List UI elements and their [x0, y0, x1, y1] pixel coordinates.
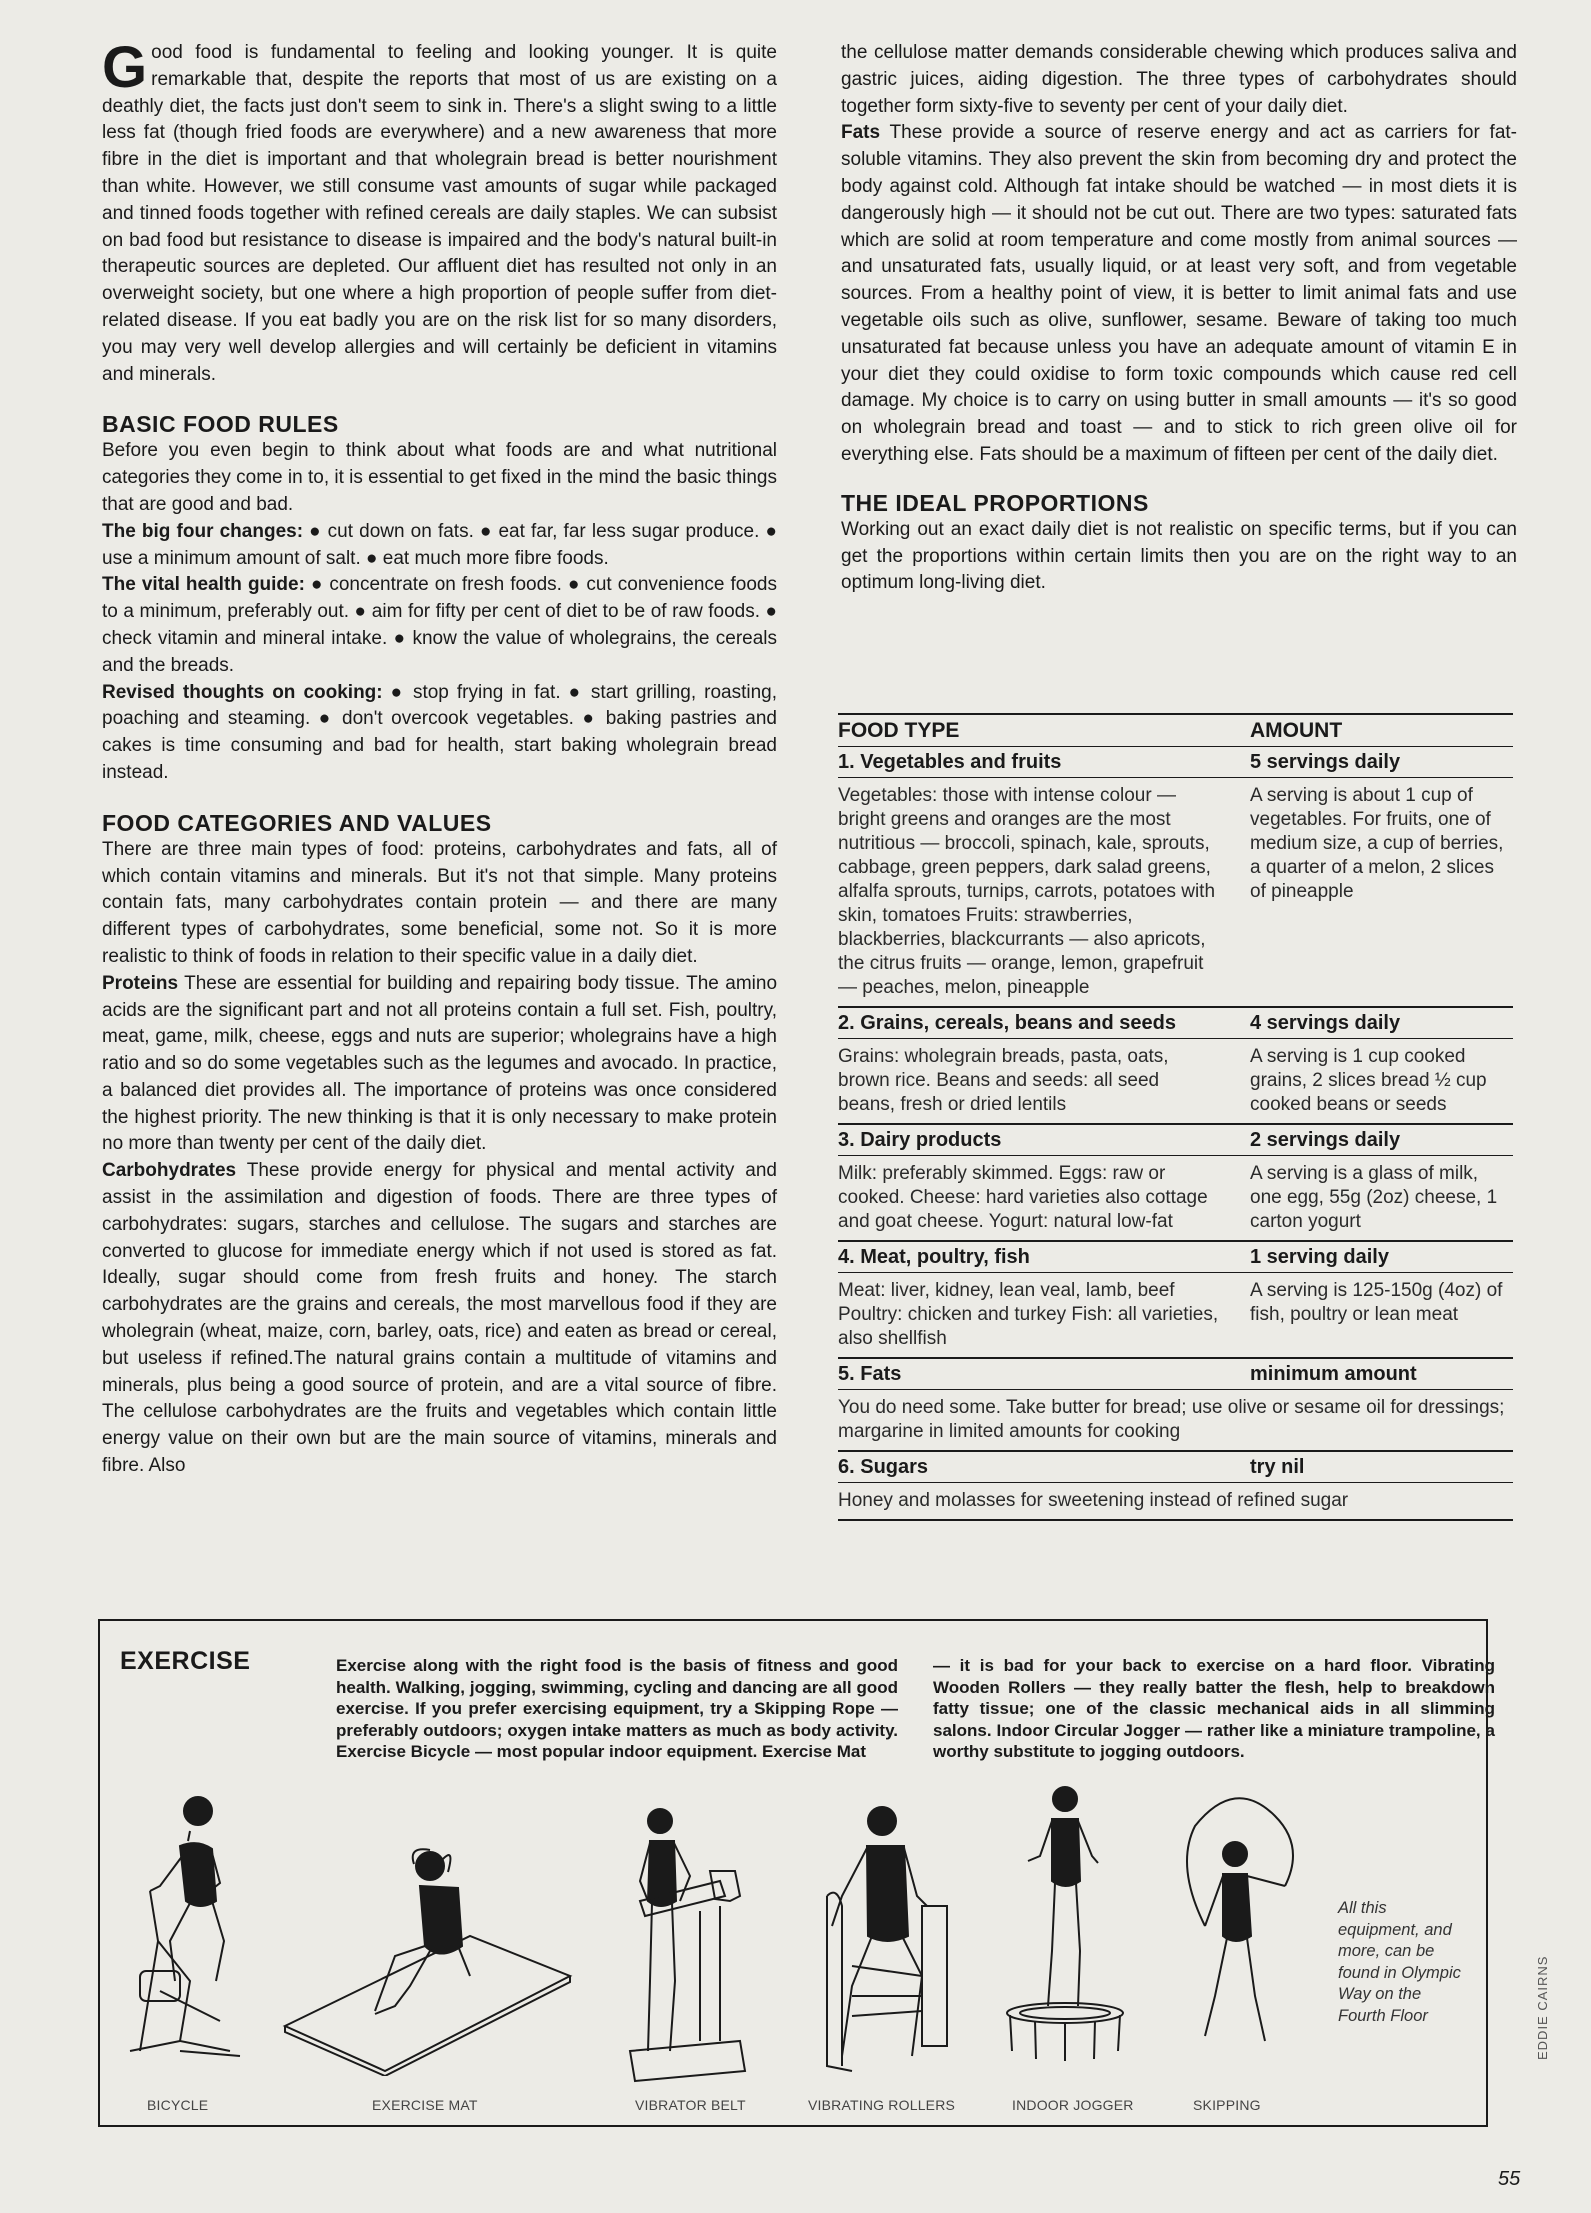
drop-cap: G: [102, 35, 148, 100]
caption-bicycle: BICYCLE: [147, 2097, 209, 2113]
table-row-category: 1. Vegetables and fruits 5 servings daily: [838, 747, 1513, 778]
exercise-box: [98, 1619, 1495, 2127]
table-row-detail: You do need some. Take butter for bread; use olive or sesame oil for dressings; margarine in limited amounts for cooking: [838, 1390, 1513, 1452]
indoor-jogger-illustration: [1000, 1781, 1130, 2081]
exercise-text-2: — it is bad for your back to exercise on a hard floor. Vibrating Wooden Rollers — they really batter the flesh, help to breakdown fatty tissue; one of the classic mechanical aids in all slimming salons. Indoor Circular Jogger — rather like a miniature trampoline, a worthy substitute to jogging outdoors.: [933, 1656, 1495, 1761]
table-header: [838, 715, 1513, 747]
table-row-category: 5. Fats minimum amount: [838, 1359, 1513, 1390]
vibrator-belt-illustration: [620, 1801, 760, 2091]
carbohydrates-continued: the cellulose matter demands considerable chewing which produces saliva and gastric juices, aiding digestion. The three types of carbohydrates should together form sixty-five to seventy per cent of your daily diet.: [841, 42, 1517, 117]
exercise-note: All this equipment, and more, can be found in Olympic Way on the Fourth Floor: [1338, 1899, 1461, 2025]
fats-paragraph: Fats These provide a source of reserve energy and act as carriers for fat-soluble vitamins. They also prevent the skin from becoming dry and protect the body against cold. Although fat intake should be watched — in most diets it is dangerously high — it should not be cut out. There are two types: saturated fats which are solid at room temperature and come mostly from animal sources — and unsaturated fats, usually liquid, or at least very soft, and from vegetable sources. From a healthy point of view, it is better to limit animal fats and use vegetable oils such as olive, sunflower, sesame. Beware of taking too much unsaturated fat because unless you have an adequate amount of vitamin E in your diet they could oxidise to form toxic compounds which cause red cell damage. My choice is to carry on using butter in small amounts — it's so good on wholegrain bread and toast — and to stick to rich green olive oil for everything else. Fats should be a maximum of fifteen per cent of the daily diet.: [841, 122, 1518, 465]
table-row-category: 6. Sugars try nil: [838, 1452, 1513, 1483]
bicycle-illustration: [120, 1791, 260, 2091]
table-row-detail: Meat: liver, kidney, lean veal, lamb, beef Poultry: chicken and turkey Fish: all varieties, also shellfish A serving is 125-150g (4oz) of fish, poultry or lean meat: [838, 1273, 1513, 1359]
caption-vibrating-rollers: VIBRATING ROLLERS: [808, 2097, 956, 2113]
food-proportions-table: [838, 713, 1513, 1521]
caption-exercise-mat: EXERCISE MAT: [372, 2097, 478, 2113]
header-amount: AMOUNT: [1250, 719, 1343, 742]
exercise-mat-illustration: [280, 1836, 580, 2076]
caption-skipping: SKIPPING: [1193, 2097, 1261, 2113]
right-column: [841, 40, 1517, 597]
big-four-changes: The big four changes: ● cut down on fats. ● eat far, far less sugar produce. ● use a minimum amount of salt. ● eat much more fibre foods.: [102, 520, 778, 569]
vital-health-guide: The vital health guide: ● concentrate on fresh foods. ● cut convenience foods to a minimum, preferably out. ● aim for fifty per cent of diet to be of raw foods. ● check vitamin and mineral intake. ● know the value of wholegrains, the cereals and the breads.: [102, 574, 777, 676]
exercise-text-1: Exercise along with the right food is the basis of fitness and good health. Walking, jogging, swimming, cycling and dancing are all good exercise. If you prefer exercising equipment, try a Skipping Rope — preferably outdoors; oxygen intake matters as much as body activity. Exercise Bicycle — most popular indoor equipment. Exercise Mat: [336, 1656, 898, 1761]
ideal-proportions-heading: THE IDEAL PROPORTIONS: [841, 489, 1149, 516]
exercise-title: EXERCISE: [120, 1647, 251, 1675]
caption-vibrator-belt: VIBRATOR BELT: [635, 2097, 746, 2113]
page-number: 55: [1498, 2168, 1521, 2190]
vibrating-rollers-illustration: [812, 1796, 952, 2086]
table-row-detail: Honey and molasses for sweetening instead of refined sugar: [838, 1483, 1513, 1521]
basic-rules-intro: Before you even begin to think about what foods are and what nutritional categories they come in to, it is essential to get fixed in the mind the basic things that are good and bad.: [102, 440, 777, 515]
table-row-category: 4. Meat, poultry, fish 1 serving daily: [838, 1242, 1513, 1273]
skipping-illustration: [1175, 1786, 1315, 2086]
table-row-category: 3. Dairy products 2 servings daily: [838, 1125, 1513, 1156]
proteins-paragraph: Proteins These are essential for building and repairing body tissue. The amino acids are the significant part and not all proteins contain a full set. Fish, poultry, meat, game, milk, cheese, eggs and nuts are superior; wholegrains have a high ratio and so do some vegetables such as the legumes and avocado. In practice, a balanced diet provides all. The importance of proteins was once considered the highest priority. The new thinking is that it is only necessary to make protein no more than twenty per cent of the daily diet.: [102, 972, 778, 1155]
left-column: [102, 35, 778, 1480]
carbohydrates-paragraph: Carbohydrates These provide energy for physical and mental activity and assist in the assimilation and digestion of foods. There are three types of carbohydrates: sugars, starches and cellulose. The sugars and starches are converted to glucose for immediate energy which if not used is stored as fat. Ideally, sugar should come from fresh fruits and honey. The starch carbohydrates are the grains and cereals, the most marvellous food if they are wholegrain (wheat, maize, corn, barley, oats, rice) and eaten as bread or cereal, but useless if refined.The natural grains contain a multitude of vitamins and minerals, plus being a good source of protein, and are a vital source of fibre. The cellulose carbohydrates are the fruits and vegetables which contain little energy value on their own but are the main source of vitamins, minerals and fibre. Also: [102, 1160, 777, 1477]
table-row-detail: Grains: wholegrain breads, pasta, oats, brown rice. Beans and seeds: all seed beans, fresh or dried lentils A serving is 1 cup cooked grains, 2 slices bread ½ cup cooked beans or seeds: [838, 1039, 1513, 1125]
ideal-proportions-text: Working out an exact daily diet is not realistic on specific terms, but if you can get the proportions within certain limits then you are on the right way to an optimum long-living diet.: [841, 518, 1517, 594]
table-row-detail: Milk: preferably skimmed. Eggs: raw or cooked. Cheese: hard varieties also cottage and goat cheese. Yogurt: natural low-fat A serving is a glass of milk, one egg, 55g (2oz) cheese, 1 carton yogurt: [838, 1156, 1513, 1242]
revised-cooking: Revised thoughts on cooking: ● stop frying in fat. ● start grilling, roasting, poaching and steaming. ● don't overcook vegetables. ● baking pastries and cakes is time consuming and bad for health, start baking wholegrain bread instead.: [102, 681, 778, 783]
table-row-category: 2. Grains, cereals, beans and seeds 4 servings daily: [838, 1008, 1513, 1039]
illustrator-credit: EDDIE CAIRNS: [1535, 1955, 1550, 2060]
table-row-detail: Vegetables: those with intense colour — bright greens and oranges are the most nutritious — broccoli, spinach, kale, sprouts, cabbage, green peppers, dark salad greens, alfalfa sprouts, turnips, carrots, potatoes with skin, tomatoes Fruits: strawberries, blackberries, blackcurrants — also apricots, the citrus fruits — orange, lemon, grapefruit — peaches, melon, pineapple A serving is about 1 cup of vegetables. For fruits, one of medium size, a cup of berries, a quarter of a melon, 2 slices of pineapple: [838, 778, 1513, 1008]
categories-intro: There are three main types of food: proteins, carbohydrates and fats, all of which contain vitamins and minerals. But it's not that simple. Many proteins contain fats, many carbohydrates contain protein — and there are many different types of carbohydrates, some beneficial, some not. So it is more realistic to think of foods in relation to their specific value in a daily diet.: [102, 838, 777, 967]
caption-indoor-jogger: INDOOR JOGGER: [1012, 2097, 1134, 2113]
basic-food-rules-heading: BASIC FOOD RULES: [102, 411, 339, 438]
food-categories-heading: FOOD CATEGORIES AND VALUES: [102, 809, 492, 836]
intro-paragraph: Good food is fundamental to feeling and looking younger. It is quite remarkable that, despite the reports that most of us are existing on a deathly diet, the facts just don't seem to sink in. There's a slight swing to a little less fat (though fried foods are everywhere) and a new awareness that more fibre in the diet is important and that wholegrain bread is better nourishment than white. However, we still consume vast amounts of sugar while packaged and tinned foods together with refined cereals are daily staples. We can subsist on bad food but resistance to disease is impaired and the body's natural built-in therapeutic sources are depleted. Our affluent diet has resulted not only in an overweight society, but one where a high proportion of people suffer from diet-related disease. If you eat badly you are on the risk list for so many disorders, you may very well develop allergies and will certainly be deficient in vitamins and minerals.: [102, 35, 777, 385]
header-food-type: FOOD TYPE: [838, 719, 960, 742]
